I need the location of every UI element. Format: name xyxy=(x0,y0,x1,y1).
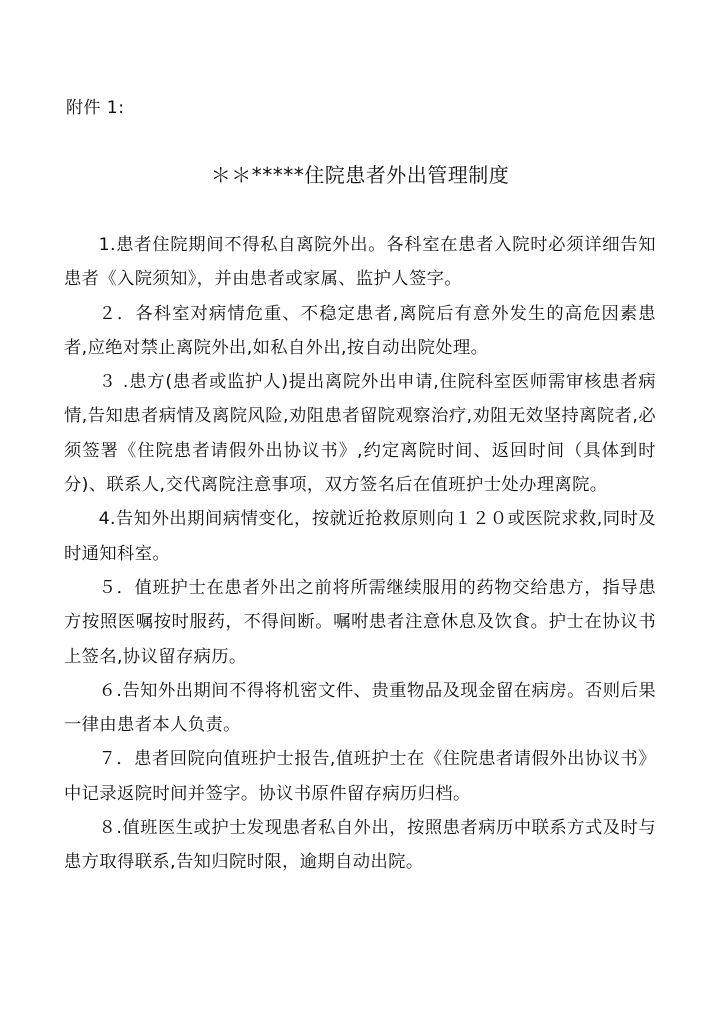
paragraph-1: 1.患者住院期间不得私自离院外出。各科室在患者入院时必须详细告知患者《入院须知》，并由患者或家属、监护人签字。 xyxy=(64,235,656,290)
paragraph-4: 4.告知外出期间病情变化，按就近抢救原则向１２０或医院求救,同时及时通知科室。 xyxy=(64,509,656,564)
document-body xyxy=(64,228,656,880)
paragraph-6: ６.告知外出期间不得将机密文件、贵重物品及现金留在病房。否则后果一律由患者本人负责。 xyxy=(64,680,656,736)
attachment-label: 附件 1: xyxy=(66,98,125,118)
paragraph-7: ７．患者回院向值班护士报告,值班护士在《住院患者请假外出协议书》中记录返院时间并签字。协议书原件留存病历归档。 xyxy=(64,749,656,804)
paragraph-2: ２．各科室对病情危重、不稳定患者,离院后有意外发生的高危因素患者,应绝对禁止离院外出,如私自外出,按自动出院处理。 xyxy=(64,303,656,358)
paragraph-5: ５．值班护士在患者外出之前将所需继续服用的药物交给患方，指导患方按照医嘱按时服药，不得间断。嘱咐患者注意休息及饮食。护士在协议书上签名,协议留存病历。 xyxy=(64,577,656,667)
paragraph-8: ８.值班医生或护士发现患者私自外出，按照患者病历中联系方式及时与患方取得联系,告知归院时限，逾期自动出院。 xyxy=(64,818,656,873)
paragraph-3: ３ .患方(患者或监护人)提出离院外出申请,住院科室医师需审核患者病情,告知患者病情及离院风险,劝阻患者留院观察治疗,劝阻无效坚持离院者,必须签署《住院患者请假外出协议书》,约定离院时间、返回时间（具体到时分)、联系人,交代离院注意事项，双方签名后在值班护士处办理离院。 xyxy=(64,372,656,496)
document-title: ＊＊*****住院患者外出管理制度 xyxy=(210,163,510,187)
